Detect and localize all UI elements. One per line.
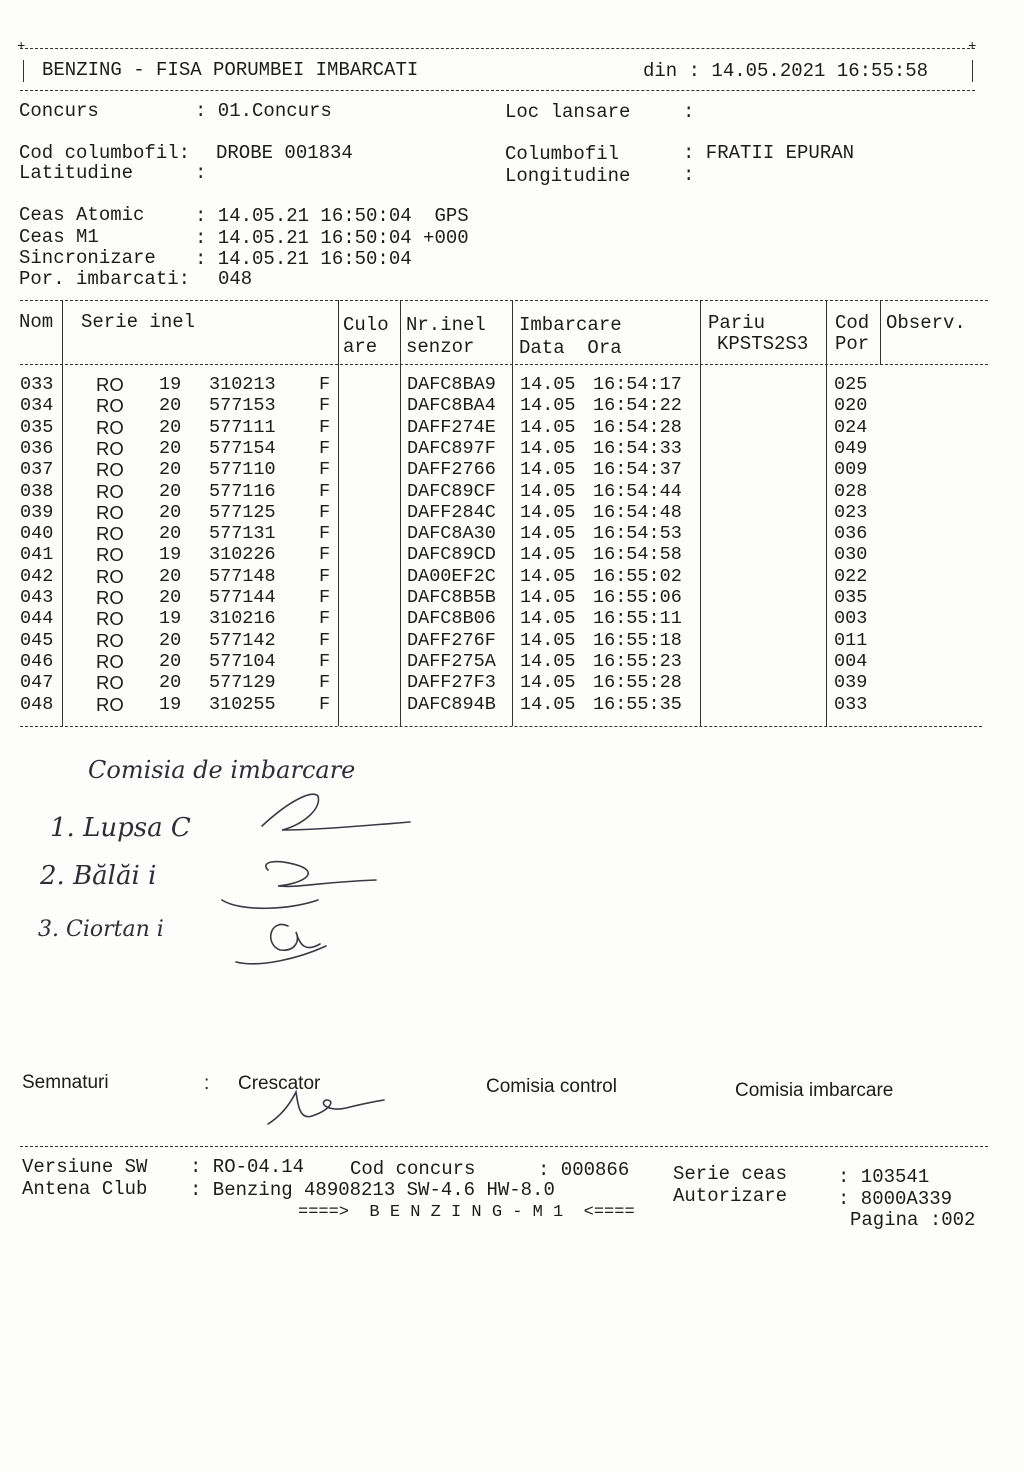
cell-sensor: DAFF27F3: [407, 672, 496, 694]
cell-ring: 577110: [209, 459, 276, 481]
cod-concurs-value: : 000866: [538, 1159, 630, 1181]
cell-nom: 037: [20, 459, 54, 481]
cell-nom: 033: [20, 374, 54, 395]
cell-nom: 036: [20, 437, 54, 459]
header-culoare-2: are: [343, 336, 378, 358]
cell-cod-por: 030: [834, 544, 868, 566]
cell-ring: 577131: [209, 523, 276, 545]
cell-ring: 310255: [209, 693, 276, 715]
ceas-atomic-label: Ceas Atomic: [19, 204, 145, 226]
cell-country: RO: [96, 459, 124, 481]
cell-sex: F: [319, 523, 331, 545]
cell-year: 20: [159, 523, 182, 545]
cell-date: 14.05: [520, 480, 576, 502]
cell-time: 16:54:28: [593, 416, 682, 438]
cell-sensor: DA00EF2C: [407, 565, 496, 587]
cell-time: 16:55:06: [593, 587, 682, 608]
cell-time: 16:55:28: [593, 672, 682, 694]
cell-sex: F: [319, 501, 331, 523]
cell-sensor: DAFF276F: [407, 629, 496, 651]
cell-sex: F: [319, 459, 331, 481]
cell-date: 14.05: [520, 523, 576, 545]
cell-sex: F: [319, 693, 331, 715]
cell-sensor: DAFC897F: [407, 437, 496, 459]
cell-country: RO: [96, 565, 124, 587]
semnaturi-colon: :: [204, 1073, 210, 1094]
cell-year: 20: [159, 565, 182, 587]
antena-label: Antena Club: [22, 1178, 148, 1200]
cell-ring: 310226: [209, 544, 276, 566]
ceas-m1-label: Ceas M1: [19, 226, 99, 248]
cell-cod-por: 033: [834, 693, 868, 715]
cell-sensor: DAFF275A: [407, 650, 496, 672]
versiune-label: Versiune SW: [22, 1156, 148, 1178]
cell-date: 14.05: [520, 437, 576, 459]
cell-time: 16:54:58: [593, 544, 682, 566]
cell-country: RO: [96, 672, 124, 694]
cell-ring: 577104: [209, 650, 276, 672]
cod-columbofil-value: DROBE 001834: [216, 142, 353, 164]
ceas-atomic-value: : 14.05.21 16:50:04 GPS: [195, 205, 469, 227]
cell-cod-por: 035: [834, 587, 868, 608]
serie-ceas-value: : 103541: [838, 1166, 930, 1188]
cell-date: 14.05: [520, 544, 576, 566]
sincronizare-label: Sincronizare: [19, 247, 156, 269]
cell-date: 14.05: [520, 650, 576, 672]
page-number: Pagina :002: [850, 1209, 976, 1231]
cell-sex: F: [319, 565, 331, 587]
crescator-label: Crescator: [238, 1073, 321, 1094]
cell-ring: 577142: [209, 629, 276, 651]
cell-sex: F: [319, 650, 331, 672]
cell-sensor: DAFC8BA4: [407, 395, 496, 417]
corner-plus: +: [968, 39, 977, 55]
cell-time: 16:54:33: [593, 437, 682, 459]
cell-date: 14.05: [520, 459, 576, 481]
cell-date: 14.05: [520, 416, 576, 438]
footer-top-border: [20, 1146, 988, 1147]
sincronizare-value: : 14.05.21 16:50:04: [195, 248, 412, 270]
cell-sex: F: [319, 395, 331, 417]
concurs-label: Concurs: [19, 100, 99, 122]
cell-sex: F: [319, 672, 331, 694]
cell-sex: F: [319, 480, 331, 502]
autorizare-label: Autorizare: [673, 1185, 788, 1207]
cell-sensor: DAFF284C: [407, 501, 496, 523]
cell-cod-por: 049: [834, 437, 868, 459]
cell-year: 20: [159, 587, 182, 608]
columbofil-value: : FRATII EPURAN: [683, 142, 855, 164]
cell-nom: 034: [20, 395, 54, 417]
cell-cod-por: 003: [834, 608, 868, 630]
cell-date: 14.05: [520, 395, 576, 417]
cell-country: RO: [96, 608, 124, 630]
cell-date: 14.05: [520, 374, 576, 395]
semnaturi-label: Semnaturi: [22, 1072, 109, 1093]
handwritten-line-1: 1. Lupsa C: [50, 813, 191, 843]
cell-cod-por: 036: [834, 523, 868, 545]
cell-ring: 310216: [209, 608, 276, 630]
cell-sensor: DAFC8B5B: [407, 587, 496, 608]
ceas-m1-value: : 14.05.21 16:50:04 +000: [195, 227, 469, 249]
serie-ceas-label: Serie ceas: [673, 1163, 788, 1185]
cell-country: RO: [96, 629, 124, 651]
cell-country: RO: [96, 501, 124, 523]
cell-year: 19: [159, 374, 182, 395]
cod-columbofil-label: Cod columbofil:: [19, 142, 191, 164]
cell-nom: 039: [20, 501, 54, 523]
imbarcati-value: 048: [218, 268, 253, 290]
cell-sex: F: [319, 587, 331, 608]
cell-time: 16:54:22: [593, 395, 682, 417]
cell-time: 16:55:23: [593, 650, 682, 672]
cell-time: 16:54:37: [593, 459, 682, 481]
cell-nom: 043: [20, 587, 54, 608]
cell-cod-por: 009: [834, 459, 868, 481]
cell-sex: F: [319, 374, 331, 395]
cell-time: 16:54:44: [593, 480, 682, 502]
longitudine-value: :: [683, 164, 695, 186]
header-serie-inel: Serie inel: [81, 311, 196, 333]
concurs-value: : 01.Concurs: [195, 100, 332, 122]
cell-nom: 048: [20, 693, 54, 715]
header-pariu-1: Pariu: [708, 312, 766, 334]
benzing-banner: ====> B E N Z I N G - M 1 <====: [298, 1203, 635, 1222]
loc-lansare-label: Loc lansare: [505, 101, 631, 123]
cell-cod-por: 020: [834, 395, 868, 417]
cell-nom: 042: [20, 565, 54, 587]
cell-cod-por: 025: [834, 374, 868, 395]
cell-year: 20: [159, 416, 182, 438]
cell-ring: 577111: [209, 416, 276, 438]
autorizare-value: : 8000A339: [838, 1188, 953, 1210]
cell-date: 14.05: [520, 629, 576, 651]
cell-nom: 038: [20, 480, 54, 502]
cell-date: 14.05: [520, 587, 576, 608]
versiune-value: : RO-04.14: [190, 1156, 305, 1178]
cell-sensor: DAFF2766: [407, 459, 496, 481]
cell-time: 16:54:53: [593, 523, 682, 545]
corner-plus: +: [17, 39, 26, 55]
cell-nom: 041: [20, 544, 54, 566]
cell-cod-por: 024: [834, 416, 868, 438]
cell-time: 16:55:18: [593, 629, 682, 651]
cell-country: RO: [96, 480, 124, 502]
cell-sensor: DAFC89CF: [407, 480, 496, 502]
cell-nom: 047: [20, 672, 54, 694]
comisia-control-label: Comisia control: [486, 1076, 617, 1097]
latitudine-label: Latitudine: [19, 162, 134, 184]
cell-country: RO: [96, 395, 124, 417]
cell-time: 16:54:48: [593, 501, 682, 523]
header-imbarcare-1: Imbarcare: [519, 314, 622, 336]
cell-year: 19: [159, 693, 182, 715]
cell-year: 19: [159, 544, 182, 566]
cell-ring: 577154: [209, 437, 276, 459]
cell-time: 16:55:11: [593, 608, 682, 630]
print-date: din : 14.05.2021 16:55:58: [643, 60, 929, 82]
cell-sensor: DAFC8A30: [407, 523, 496, 545]
cell-sensor: DAFC8B06: [407, 608, 496, 630]
header-cod-2: Por: [835, 333, 870, 355]
cell-country: RO: [96, 650, 124, 672]
cell-date: 14.05: [520, 693, 576, 715]
latitudine-value: :: [195, 162, 207, 184]
longitudine-label: Longitudine: [505, 165, 631, 187]
cell-date: 14.05: [520, 608, 576, 630]
cell-sensor: DAFC8BA9: [407, 374, 496, 395]
cell-nom: 045: [20, 629, 54, 651]
signature-3: [236, 924, 326, 963]
cell-country: RO: [96, 693, 124, 715]
cell-sensor: DAFF274E: [407, 416, 496, 438]
cell-country: RO: [96, 544, 124, 566]
header-imbarcare-2: Data Ora: [519, 337, 622, 359]
header-nom: Nom: [19, 311, 54, 333]
cell-ring: 577125: [209, 501, 276, 523]
cell-year: 20: [159, 650, 182, 672]
cell-ring: 577148: [209, 565, 276, 587]
columbofil-label: Columbofil: [505, 143, 620, 165]
header-nr-inel-1: Nr.inel: [406, 314, 486, 336]
cell-year: 20: [159, 672, 182, 694]
signature-crescator: [268, 1092, 384, 1124]
cell-country: RO: [96, 374, 124, 395]
cell-ring: 577129: [209, 672, 276, 694]
header-culoare-1: Culo: [343, 314, 389, 336]
cell-nom: 046: [20, 650, 54, 672]
cell-country: RO: [96, 437, 124, 459]
cell-date: 14.05: [520, 501, 576, 523]
cell-sensor: DAFC894B: [407, 693, 496, 715]
cell-year: 20: [159, 395, 182, 417]
cell-ring: 577144: [209, 587, 276, 608]
cell-year: 20: [159, 501, 182, 523]
cell-year: 20: [159, 459, 182, 481]
cell-sex: F: [319, 416, 331, 438]
imbarcati-label: Por. imbarcati:: [19, 268, 191, 290]
cell-country: RO: [96, 523, 124, 545]
cell-year: 20: [159, 629, 182, 651]
cell-sex: F: [319, 437, 331, 459]
cell-sex: F: [319, 544, 331, 566]
cell-nom: 040: [20, 523, 54, 545]
antena-value: : Benzing 48908213 SW-4.6 HW-8.0: [190, 1179, 555, 1201]
cell-country: RO: [96, 416, 124, 438]
cell-ring: 577153: [209, 395, 276, 417]
cell-nom: 044: [20, 608, 54, 630]
cell-country: RO: [96, 587, 124, 608]
handwritten-line-3: 3. Ciortan i: [38, 917, 164, 942]
cell-time: 16:54:17: [593, 374, 682, 395]
cell-cod-por: 011: [834, 629, 868, 651]
handwritten-line-2: 2. Bălăi i: [40, 861, 157, 891]
cell-nom: 035: [20, 416, 54, 438]
cell-cod-por: 028: [834, 480, 868, 502]
signature-1: [262, 794, 410, 830]
header-observ: Observ.: [886, 312, 966, 334]
cell-year: 20: [159, 437, 182, 459]
cell-cod-por: 022: [834, 565, 868, 587]
comisia-imbarcare-label: Comisia imbarcare: [735, 1080, 894, 1101]
cell-sex: F: [319, 629, 331, 651]
page-title: BENZING - FISA PORUMBEI IMBARCATI: [42, 59, 419, 81]
cell-cod-por: 039: [834, 672, 868, 694]
loc-lansare-value: :: [683, 101, 695, 123]
cell-time: 16:55:35: [593, 693, 682, 715]
cell-year: 20: [159, 480, 182, 502]
signature-2: [222, 862, 376, 909]
cell-cod-por: 004: [834, 650, 868, 672]
cell-ring: 577116: [209, 480, 276, 502]
cell-cod-por: 023: [834, 501, 868, 523]
cell-year: 19: [159, 608, 182, 630]
cod-concurs-label: Cod concurs: [350, 1158, 476, 1180]
cell-ring: 310213: [209, 374, 276, 395]
header-pariu-2: KPSTS2S3: [717, 333, 809, 355]
cell-time: 16:55:02: [593, 565, 682, 587]
cell-sex: F: [319, 608, 331, 630]
handwritten-title: Comisia de imbarcare: [88, 756, 356, 784]
cell-date: 14.05: [520, 565, 576, 587]
cell-sensor: DAFC89CD: [407, 544, 496, 566]
header-cod-1: Cod: [835, 312, 870, 334]
cell-date: 14.05: [520, 672, 576, 694]
header-nr-inel-2: senzor: [406, 336, 475, 358]
